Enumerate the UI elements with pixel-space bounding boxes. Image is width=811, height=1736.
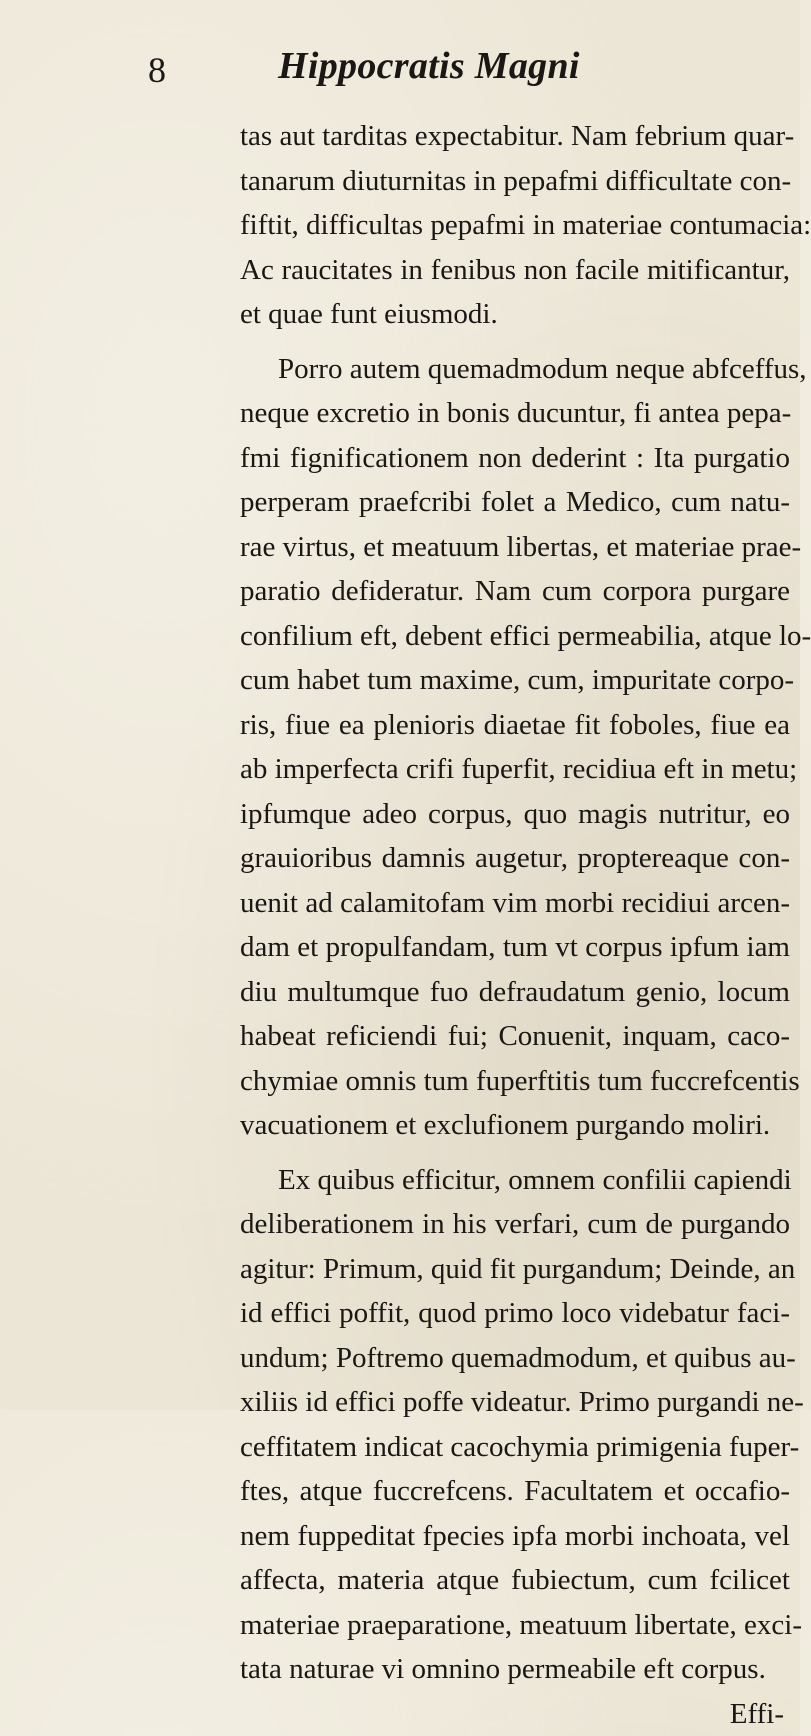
text-line: dam et propulfandam, tum vt corpus ipfum iam <box>240 925 790 970</box>
page-number: 8 <box>148 50 166 90</box>
text-line: tas aut tarditas expectabitur. Nam febrium quar- <box>240 114 790 159</box>
text-line: grauioribus damnis augetur, proptereaque con- <box>240 836 790 881</box>
text-line: uenit ad calamitofam vim morbi recidiui arcen- <box>240 881 790 926</box>
text-line: affecta, materia atque fubiectum, cum fcilicet <box>240 1558 790 1603</box>
text-line: materiae praeparatione, meatuum libertate, exci- <box>240 1603 790 1648</box>
running-head <box>148 42 768 98</box>
text-line: Porro autem quemadmodum neque abfceffus, <box>240 347 790 392</box>
body-text <box>240 114 790 1736</box>
text-line: neque excretio in bonis ducuntur, fi antea pepa- <box>240 391 790 436</box>
text-line: paratio defideratur. Nam cum corpora purgare <box>240 569 790 614</box>
paragraph-1 <box>240 114 790 337</box>
text-line: Ac raucitates in fenibus non facile mitificantur, <box>240 248 790 293</box>
text-line: undum; Poftremo quemadmodum, et quibus au- <box>240 1336 790 1381</box>
text-line: fiftit, difficultas pepafmi in materiae contumacia: <box>240 203 790 248</box>
text-line: Ex quibus efficitur, omnem confilii capiendi <box>240 1158 790 1203</box>
paragraph-3 <box>240 1158 790 1692</box>
text-line: tanarum diuturnitas in pepafmi difficultate con- <box>240 159 790 204</box>
text-line: et quae funt eiusmodi. <box>240 292 790 337</box>
text-line: ceffitatem indicat cacochymia primigenia fuper- <box>240 1425 790 1470</box>
text-line: diu multumque fuo defraudatum genio, locum <box>240 970 790 1015</box>
text-line: rae virtus, et meatuum libertas, et materiae prae- <box>240 525 790 570</box>
running-title: Hippocratis Magni <box>278 42 580 90</box>
text-line: habeat reficiendi fui; Conuenit, inquam, caco- <box>240 1014 790 1059</box>
text-line: fmi fignificationem non dederint : Ita purgatio <box>240 436 790 481</box>
paragraph-2 <box>240 347 790 1148</box>
text-line: perperam praefcribi folet a Medico, cum natu- <box>240 480 790 525</box>
text-line: tata naturae vi omnino permeabile eft corpus. <box>240 1647 790 1692</box>
text-line: nem fuppeditat fpecies ipfa morbi inchoata, vel <box>240 1514 790 1559</box>
catchword: Effi- <box>240 1692 790 1736</box>
text-line: ipfumque adeo corpus, quo magis nutritur, eo <box>240 792 790 837</box>
text-line: agitur: Primum, quid fit purgandum; Deinde, an <box>240 1247 790 1292</box>
text-line: ftes, atque fuccrefcens. Facultatem et occafio- <box>240 1469 790 1514</box>
text-line: confilium eft, debent effici permeabilia, atque lo- <box>240 614 790 659</box>
text-line: ab imperfecta crifi fuperfit, recidiua eft in metu; <box>240 747 790 792</box>
text-line: deliberationem in his verfari, cum de purgando <box>240 1202 790 1247</box>
text-line: xiliis id effici poffe videatur. Primo purgandi ne- <box>240 1380 790 1425</box>
text-line: chymiae omnis tum fuperftitis tum fuccrefcentis <box>240 1059 790 1104</box>
text-line: vacuationem et exclufionem purgando moliri. <box>240 1103 790 1148</box>
text-line: cum habet tum maxime, cum, impuritate corpo- <box>240 658 790 703</box>
text-line: ris, fiue ea plenioris diaetae fit foboles, fiue ea <box>240 703 790 748</box>
text-line: id effici poffit, quod primo loco videbatur faci- <box>240 1291 790 1336</box>
